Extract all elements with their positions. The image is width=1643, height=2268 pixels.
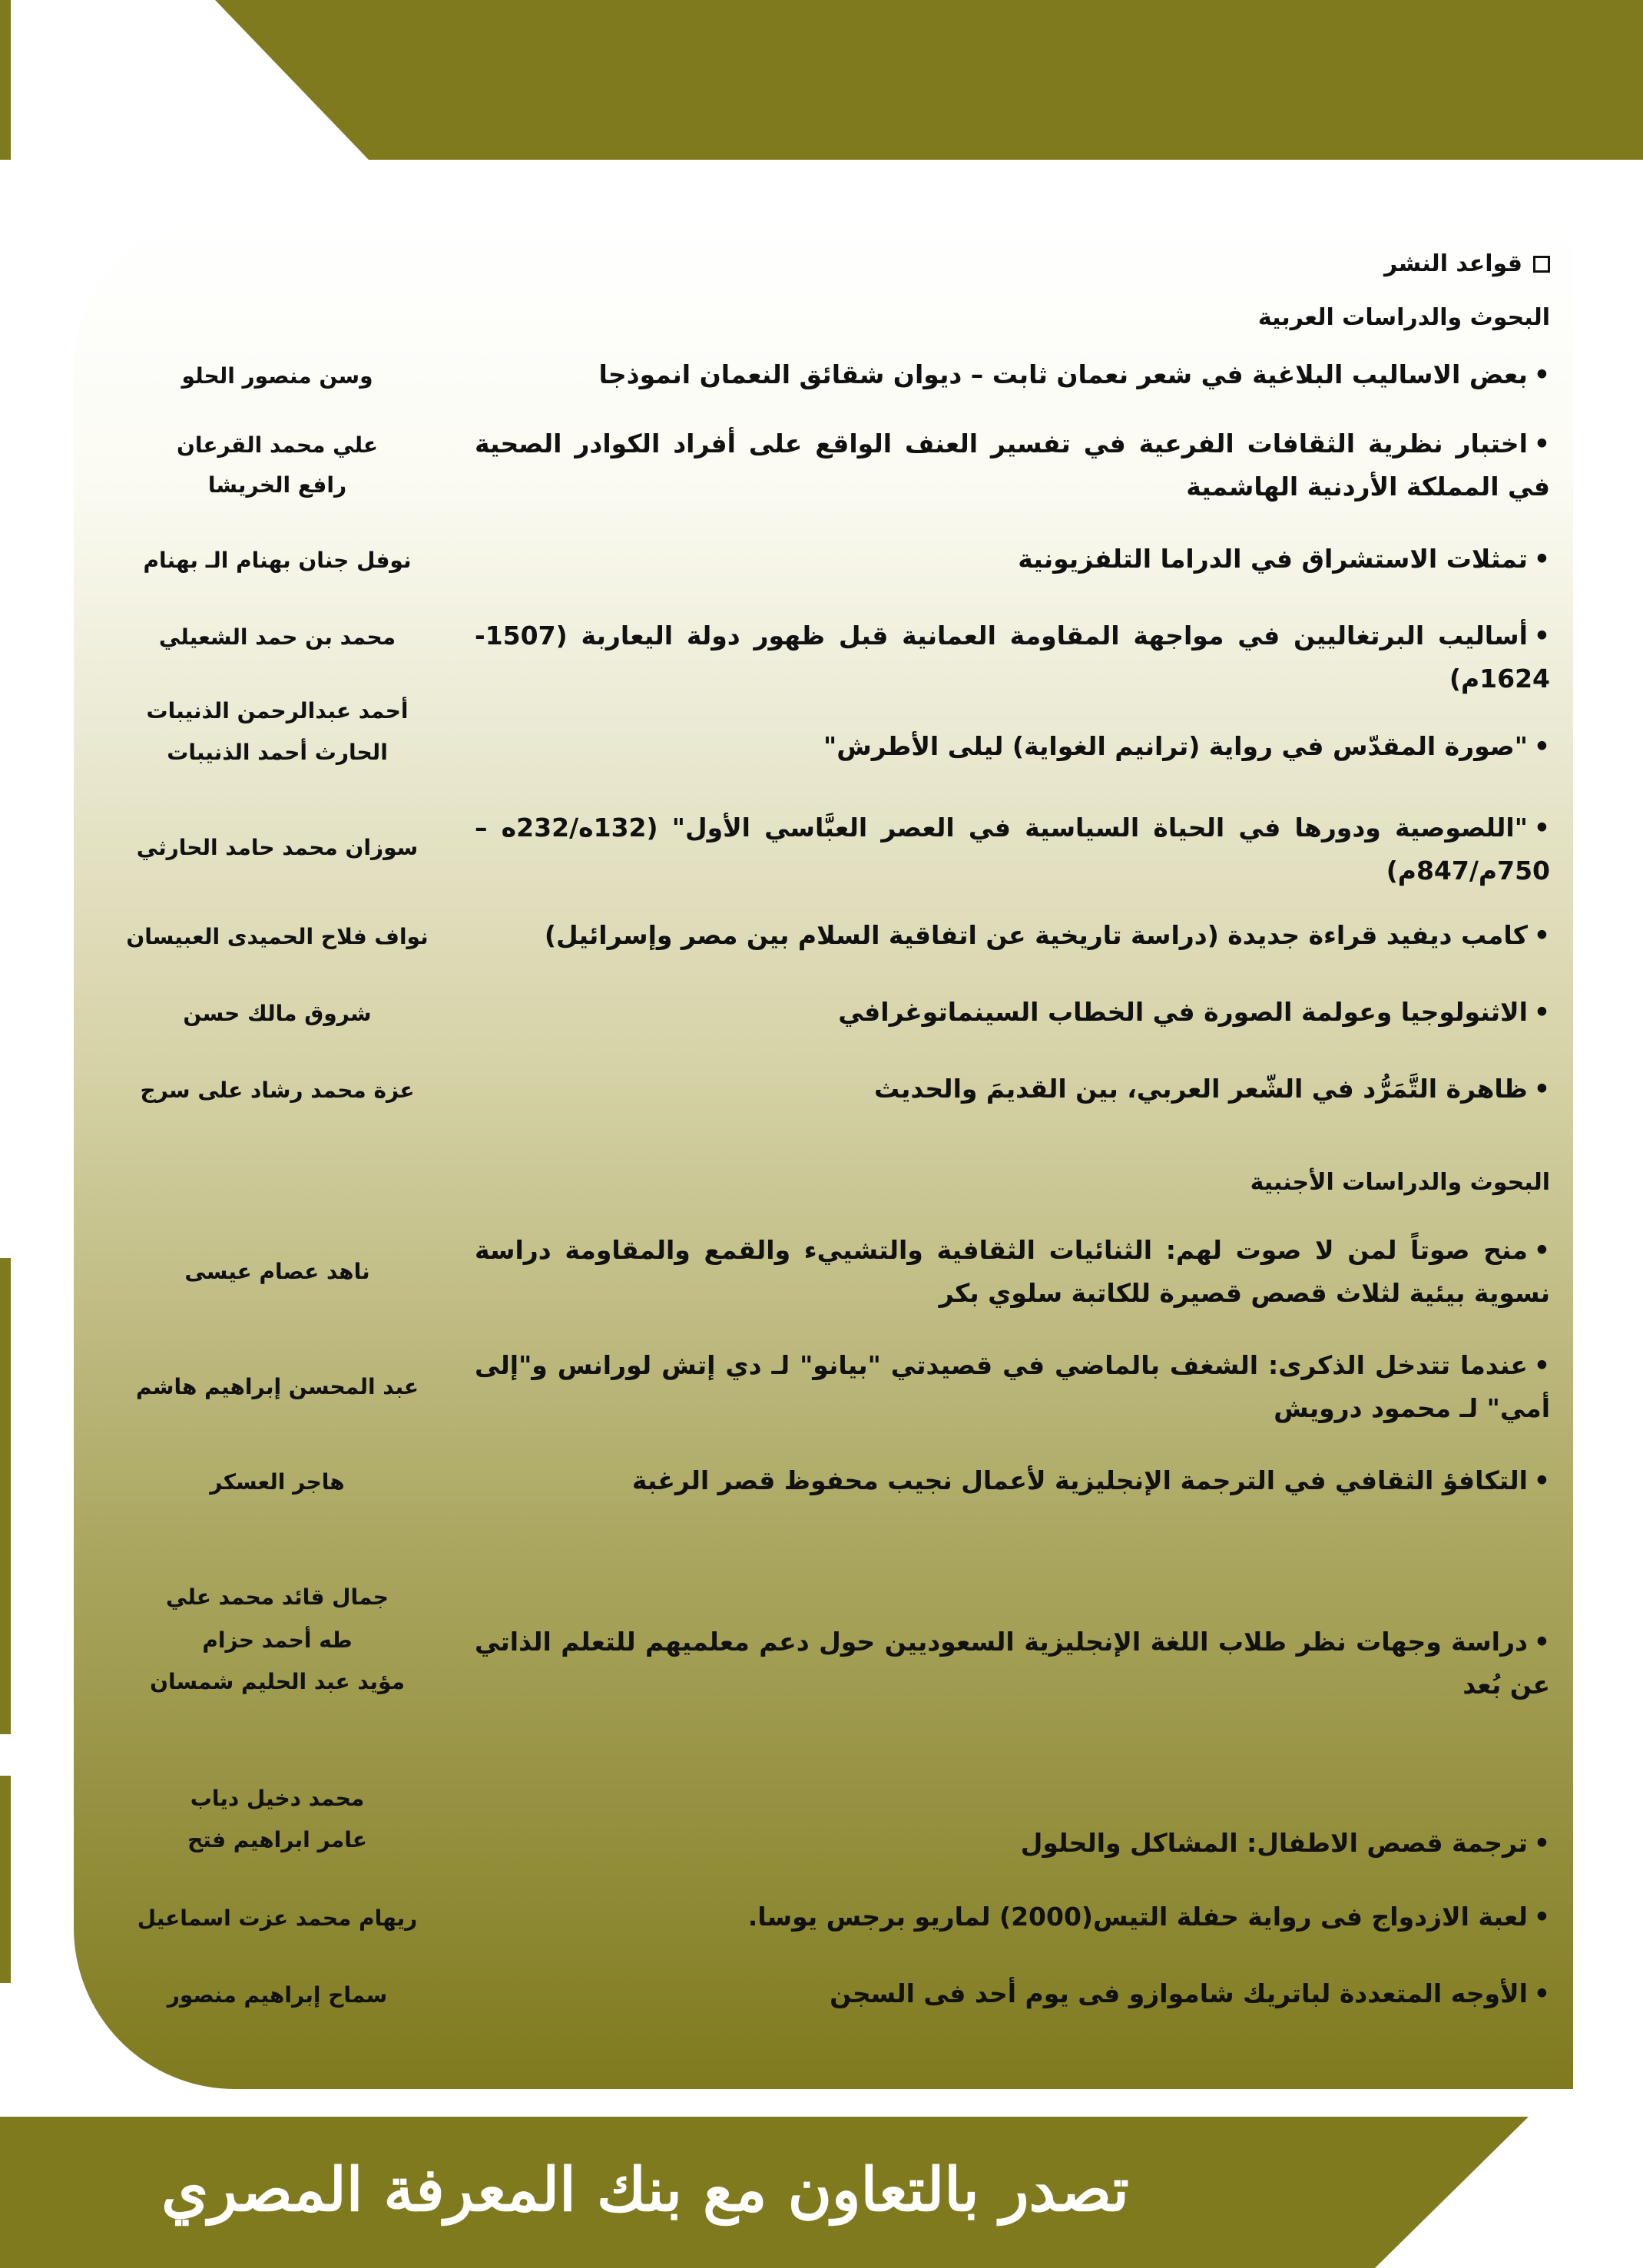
left-decorative-strip bbox=[0, 1258, 11, 1734]
left-decorative-strip bbox=[0, 1776, 11, 1983]
article-author: عامر ابراهيم فتح bbox=[187, 1827, 367, 1852]
footer-banner-text: تصدر بالتعاون مع بنك المعرفة المصري bbox=[161, 2155, 1129, 2225]
article-title: • الأوجه المتعددة لباتريك شاموازو فى يوم أحد فى السجن bbox=[475, 1972, 1550, 2015]
article-title: • اختبار نظرية الثقافات الفرعية في تفسير العنف الواقع على أفراد الكوادر الصحية في المملكة الأردنية الهاشمية bbox=[475, 422, 1550, 508]
article-title: • التكافؤ الثقافي في الترجمة الإنجليزية لأعمال نجيب محفوظ قصر الرغبة bbox=[475, 1459, 1550, 1502]
section-heading-foreign: البحوث والدراسات الأجنبية bbox=[1250, 1169, 1550, 1196]
article-author: سماح إبراهيم منصور bbox=[167, 1982, 388, 2008]
article-author: رافع الخريشا bbox=[207, 472, 347, 498]
article-author: وسن منصور الحلو bbox=[181, 363, 373, 389]
top-decorative-band bbox=[215, 0, 1643, 160]
article-title: • "صورة المقدّس في رواية (ترانيم الغواية) ليلى الأطرش" bbox=[475, 725, 1550, 768]
article-author: محمد بن حمد الشعيلي bbox=[158, 624, 396, 650]
article-title: • لعبة الازدواج فى رواية حفلة التيس(2000) لماريو برجس يوسا. bbox=[475, 1896, 1550, 1939]
article-author: سوزان محمد حامد الحارثي bbox=[136, 835, 419, 860]
article-author: الحارث أحمد الذنيبات bbox=[167, 740, 388, 765]
left-decorative-strip bbox=[0, 0, 11, 160]
section-main-label: قواعد النشر bbox=[1384, 250, 1522, 277]
checkbox-icon bbox=[1533, 256, 1550, 273]
article-author: جمال قائد محمد علي bbox=[166, 1584, 389, 1610]
article-title: • بعض الاساليب البلاغية في شعر نعمان ثابت – ديوان شقائق النعمان انموذجا bbox=[475, 353, 1550, 396]
article-title: • تمثلات الاستشراق في الدراما التلفزيونية bbox=[475, 538, 1550, 581]
article-author: محمد دخيل دياب bbox=[190, 1786, 365, 1811]
article-title: • كامب ديفيد قراءة جديدة (دراسة تاريخية عن اتفاقية السلام بين مصر وإسرائيل) bbox=[475, 914, 1550, 957]
article-title: • دراسة وجهات نظر طلاب اللغة الإنجليزية السعوديين حول دعم معلميهم للتعلم الذاتي عن بُعد bbox=[475, 1621, 1550, 1707]
article-author: هاجر العسكر bbox=[210, 1469, 345, 1495]
article-author: نواف فلاح الحميدى العبيسان bbox=[126, 924, 429, 949]
article-title: • منح صوتاً لمن لا صوت لهم: الثنائيات الثقافية والتشييء والقمع والمقاومة دراسة نسوية بيئية لثلاث قصص قصيرة للكاتبة سلوي بكر bbox=[475, 1229, 1550, 1315]
table-of-contents bbox=[74, 223, 1573, 2089]
article-author: ناهد عصام عيسى bbox=[184, 1259, 370, 1284]
article-title: • الاثنولوجيا وعولمة الصورة في الخطاب السينماتوغرافي bbox=[475, 991, 1550, 1034]
article-author: عبد المحسن إبراهيم هاشم bbox=[135, 1374, 419, 1399]
article-author: شروق مالك حسن bbox=[183, 1001, 372, 1026]
article-author: علي محمد القرعان bbox=[176, 432, 379, 458]
article-title: • "اللصوصية ودورها في الحياة السياسية في العصر العبَّاسي الأول" (132ه/232ه – 750م/847م) bbox=[475, 806, 1550, 892]
section-heading-main bbox=[1384, 250, 1550, 277]
article-title: • ظاهرة التَّمَرُّد في الشّعر العربي، بين القديمَ والحديث bbox=[475, 1068, 1550, 1111]
article-title: • أساليب البرتغاليين في مواجهة المقاومة العمانية قبل ظهور دولة اليعاربة (1507- 1624م) bbox=[475, 614, 1550, 700]
article-author: عزة محمد رشاد على سرج bbox=[140, 1078, 415, 1103]
article-author: نوفل جنان بهنام الـ بهنام bbox=[143, 548, 412, 573]
article-title: • ترجمة قصص الاطفال: المشاكل والحلول bbox=[475, 1822, 1550, 1865]
article-title: • عندما تتدخل الذكرى: الشغف بالماضي في قصيدتي "بيانو" لـ دي إتش لورانس و"إلى أمي" لـ محمود درويش bbox=[475, 1344, 1550, 1430]
article-author: ريهام محمد عزت اسماعيل bbox=[137, 1905, 418, 1931]
section-heading-arabic: البحوث والدراسات العربية bbox=[1257, 304, 1550, 331]
article-author: طه أحمد حزام bbox=[202, 1627, 353, 1653]
article-author: مؤيد عبد الحليم شمسان bbox=[150, 1669, 405, 1694]
article-author: أحمد عبدالرحمن الذنيبات bbox=[146, 698, 409, 723]
